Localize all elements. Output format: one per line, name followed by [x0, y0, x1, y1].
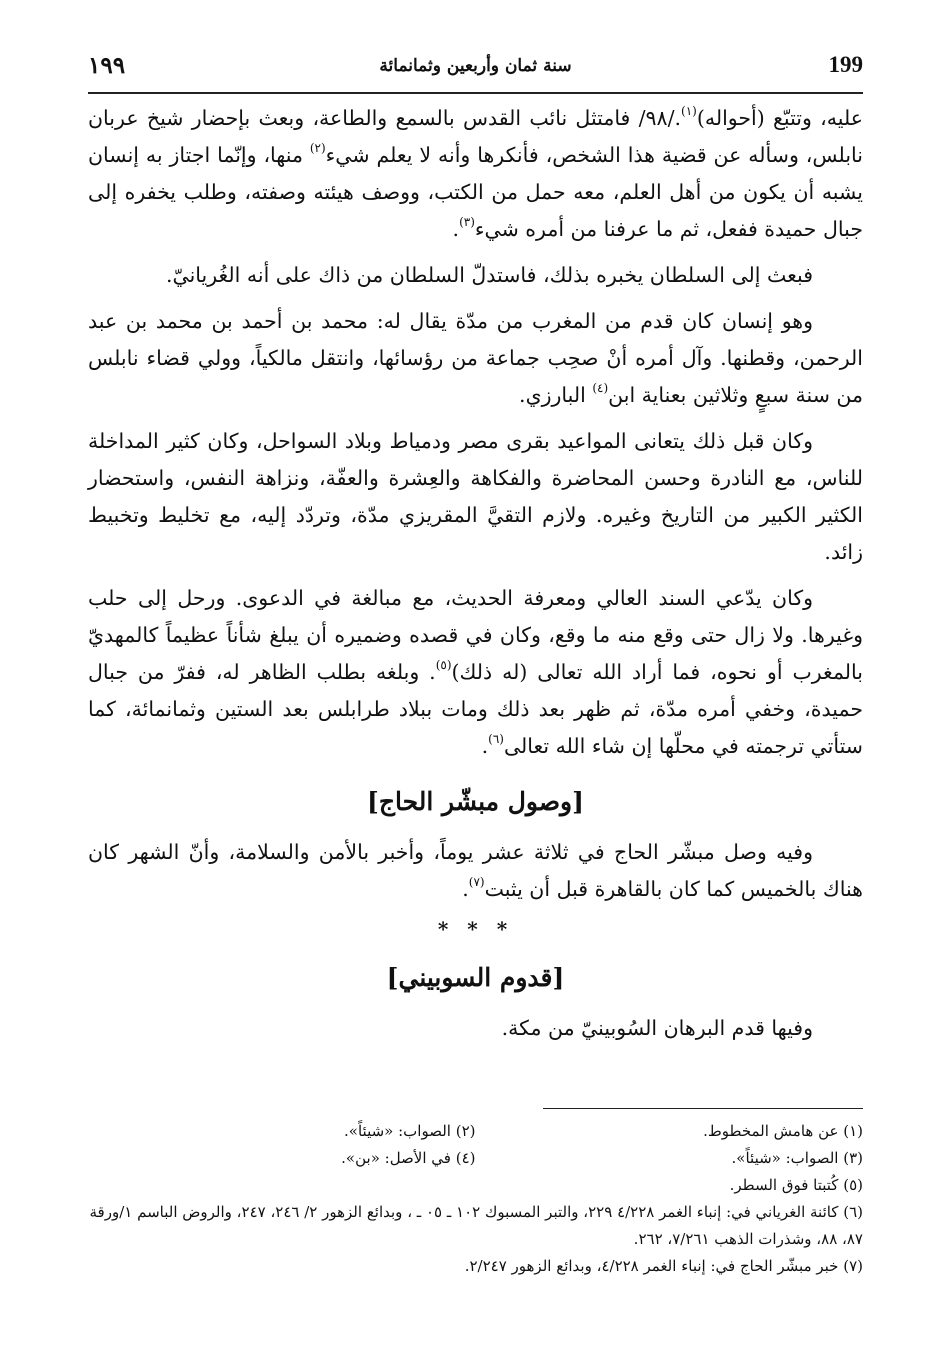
- paragraph: وفيه وصل مبشّر الحاج في ثلاثة عشر يوماً، وأخبر بالأمن والسلامة، وأنّ الشهر كان هناك بالخميس كما كان بالقاهرة قبل أن يثبت$^{(٧)}$.: [88, 840, 863, 901]
- paragraph: وكان يدّعي السند العالي ومعرفة الحديث، مع مبالغة في الدعوى. ورحل إلى حلب وغيرها. ولا زال حتى وقع منه ما وقع، وكان في قصده وضميره أن يبلغ شأناً عظيماً كالمهديّ بالمغرب أو نحوه، فما أراد الله تعالى (له ذلك)$^{(٥)}$. وبلغه بطلب الظاهر له، ففرّ من جبال حميدة، وخفي أمره مدّة، ثم ظهر بعد ذلك ومات ببلاد طرابلس بعد الستين وثمانمائة، كما ستأتي ترجمته في محلّها إن شاء الله تعالى$^{(٦)}$.: [88, 586, 863, 758]
- paragraph: وكان قبل ذلك يتعانى المواعيد بقرى مصر ودمياط وبلاد السواحل، وكان كثير المداخلة للناس، مع النادرة وحسن المحاضرة والفكاهة والعِشرة والعفّة، ونزاهة النفس، واستحضار الكثير الكبير من التاريخ وغيره. ولازم التقيَّ المقريزي مدّة، وتردّد إليه، مع تخليط وتخبيط زائد.: [88, 429, 863, 564]
- section-heading: [قدوم السوبيني]: [386, 963, 565, 992]
- section-heading: [وصول مبشّر الحاج]: [367, 787, 584, 816]
- footnote-marker: (١): [681, 104, 697, 118]
- footnote-marker: (٥): [435, 658, 452, 672]
- footnote: (١) عن هامش المخطوط.: [703, 1122, 863, 1140]
- paragraph: عليه، وتتبّع (أحواله)$^{(١)}$./٩٨/ فامتثل نائب القدس بالسمع والطاعة، وبعث بإحضار شيخ عربان نابلس، وسأله عن قضية هذا الشخص، فأنكرها وأنه لا يعلم شيء$^{(٢)}$ منها، وإنّما اجتاز به إنسان يشبه أن يكون من أهل العلم، معه حمل من الكتب، ووصف هيئته وصفته، وطلب يخفره إلى جبال حميدة ففعل، ثم ما عرفنا من أمره شيء$^{(٣)}$.: [88, 104, 863, 241]
- footnote: (٢) الصواب: «شيئاً».: [344, 1122, 476, 1140]
- paragraph: وفيها قدم البرهان السُوبينيّ من مكة.: [501, 1016, 813, 1040]
- footnote-marker: (٧): [468, 875, 485, 889]
- footnote: (٣) الصواب: «شيئاً».: [731, 1149, 863, 1167]
- header-rule: [88, 92, 863, 94]
- footnote: (٥) كُتبتا فوق السطر.: [729, 1176, 863, 1194]
- running-title: سنة ثمان وأربعين وثمانمائة: [379, 56, 572, 76]
- footnote-marker: (٦): [488, 732, 504, 746]
- footnote: (٤) في الأصل: «بن».: [341, 1149, 476, 1167]
- footnote: (٧) خبر مبشّر الحاج في: إنباء الغمر ٤/٢٢٨، وبدائع الزهور ٢/٢٤٧.: [464, 1257, 863, 1275]
- page-header: [88, 52, 863, 88]
- footnote-marker: (٣): [459, 215, 475, 229]
- page-number-arabic: ١٩٩: [88, 52, 126, 79]
- footnote: (٦) كائنة الغرياني في: إنباء الغمر ٤/٢٢٨ ٢٢٩، والتبر المسبوك ١٠٢ ـ ٠٥ ـ ، وبدائع الزهور ٢/ ٢٤٦، ٢٤٧، والروض الباسم ١/ورقة ٨٧، ٨٨، وشذرات الذهب ٧/٢٦١، ٢٦٢.: [89, 1203, 863, 1248]
- footnote-rule: [543, 1108, 863, 1109]
- footnotes: [88, 1118, 863, 1280]
- page-number: 199: [828, 52, 863, 77]
- body-text: [88, 100, 863, 1056]
- section-separator: * * *: [437, 917, 514, 941]
- paragraph: فبعث إلى السلطان يخبره بذلك، فاستدلّ السلطان من ذاك على أنه الغُريانيّ.: [165, 263, 813, 287]
- paragraph: وهو إنسان كان قدم من المغرب من مدّة يقال له: محمد بن أحمد بن محمد بن عبد الرحمن، وقطنها. وآل أمره أنْ صحِب جماعة من رؤسائها، وانتقل مالكياً، وولي قضاء نابلس من سنة سبعٍ وثلاثين بعناية ابن$^{(٤)}$ البارزي.: [88, 309, 863, 407]
- footnote-marker: (٢): [309, 141, 326, 155]
- footnote-marker: (٤): [592, 381, 609, 395]
